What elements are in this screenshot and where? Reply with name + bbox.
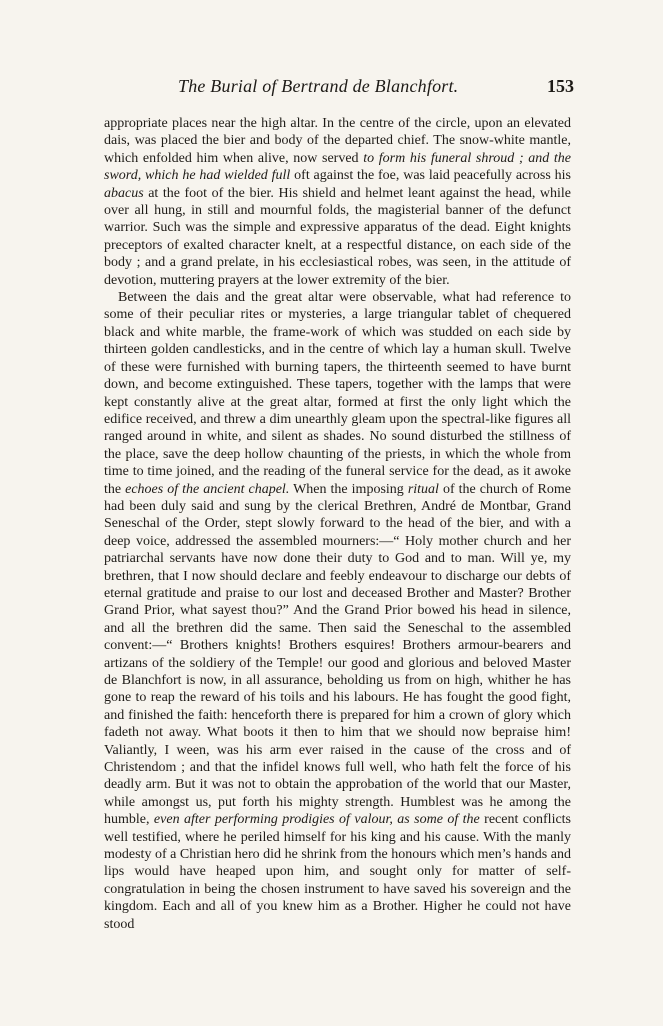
text-run: at the foot of the bier. His shield and helmet leant against the head, while over all hung, in still and mournful folds, the magisterial banner of the defunct warrior. Such was the simple and expressive apparatus of the dead. Eight knights preceptors of exalted character knelt, at a respectful distance, on each side of the body ; and a grand prelate, in his ecclesiastical robes, was seen, in the attitude of devotion, muttering prayers at the lower extremity of the bier. (104, 185, 571, 288)
running-title: The Burial of Bertrand de Blanchfort. (178, 76, 459, 96)
text-run: When the imposing (289, 481, 408, 497)
paragraph (104, 289, 571, 933)
text-run: appropriate places near the high altar. In the centre of the circle, upon an elevated dais, was placed the bier and body of the departed chief. The snow-white mantle, which enfolded him when alive, now served (104, 116, 571, 166)
italic-text-run: abacus (104, 185, 144, 201)
text-run: of the church of Rome had been duly said and sung by the clerical Brethren, André de Montbar, Grand Seneschal of the Order, stept slowly forward to the head of the bier, and with a deep voice, addressed the assembled mourners:—“ Holy mother church and her patriarchal servants have now done their duty to God and to man. Will ye, my brethren, that I now should declare and feebly endeavour to discharge our debts of eternal gratitude and praise to our lost and deceased Brother and Master? Brother Grand Prior, what sayest thou?” And the Grand Prior bowed his head in silence, and all the brethren did the same. Then said the Seneschal to the assembled convent:—“ Brothers knights! Brothers esquires! Brothers armour-bearers and artizans of the soldiery of the Temple! our good and glorious and beloved Master de Blanchfort is now, in all assurance, beholding us from on high, whither he has gone to reap the reward of his toils and his labours. He has fought the good fight, and finished the faith: henceforth there is prepared for him a crown of glory which fadeth not away. What boots it then to him that we should now bepraise him! Valiantly, I ween, was his arm ever raised in the cause of the cross and of Christendom ; and that the infidel knows full well, who hath felt the force of his deadly arm. But it was not to obtain the approbation of the world that our Master, while amongst us, put forth his mighty strength. Humblest was he among the humble, (104, 481, 571, 828)
text-run: recent conflicts well testified, where he periled himself for his king and his cause. With the manly modesty of a Christian hero did he shrink from the honours which men’s hands and lips would have heaped upon him, and sought only for matter of self-congratulation in being the chosen instrument to have saved his sovereign and the kingdom. Each and all of you knew him as a Brother. Higher he could not have stood (104, 812, 572, 932)
italic-text-run: ritual (407, 481, 439, 497)
italic-text-run: to form his funeral shroud ; and the sword, which he had wielded full (104, 150, 572, 184)
text-run: oft against the foe, was laid peacefully across his (290, 168, 571, 184)
page-number: 153 (547, 76, 574, 96)
running-head (104, 76, 574, 100)
body-text (104, 115, 571, 933)
paragraph (104, 115, 571, 289)
text-run: Between the dais and the great altar were observable, what had reference to some of their peculiar rites or mysteries, a large triangular tablet of chequered black and white marble, the frame-work of which was studded on each side by thirteen golden candlesticks, and in the centre of which lay a human skull. Twelve of these were furnished with burning tapers, the thirteenth seemed to have burnt down, and become extinguished. These tapers, together with the lamps that were kept constantly alive at the great altar, formed at first the only light which the edifice received, and threw a dim unearthly gleam upon the spectral-like figures all ranged around in white, and silent as shades. No sound disturbed the stillness of the place, save the deep hollow chaunting of the priests, in which the whole from time to time joined, and the reading of the funeral service for the dead, as it awoke the (104, 290, 571, 497)
italic-text-run: even after performing prodigies of valour, as some of the (153, 812, 480, 828)
italic-text-run: echoes of the ancient chapel. (125, 481, 290, 497)
